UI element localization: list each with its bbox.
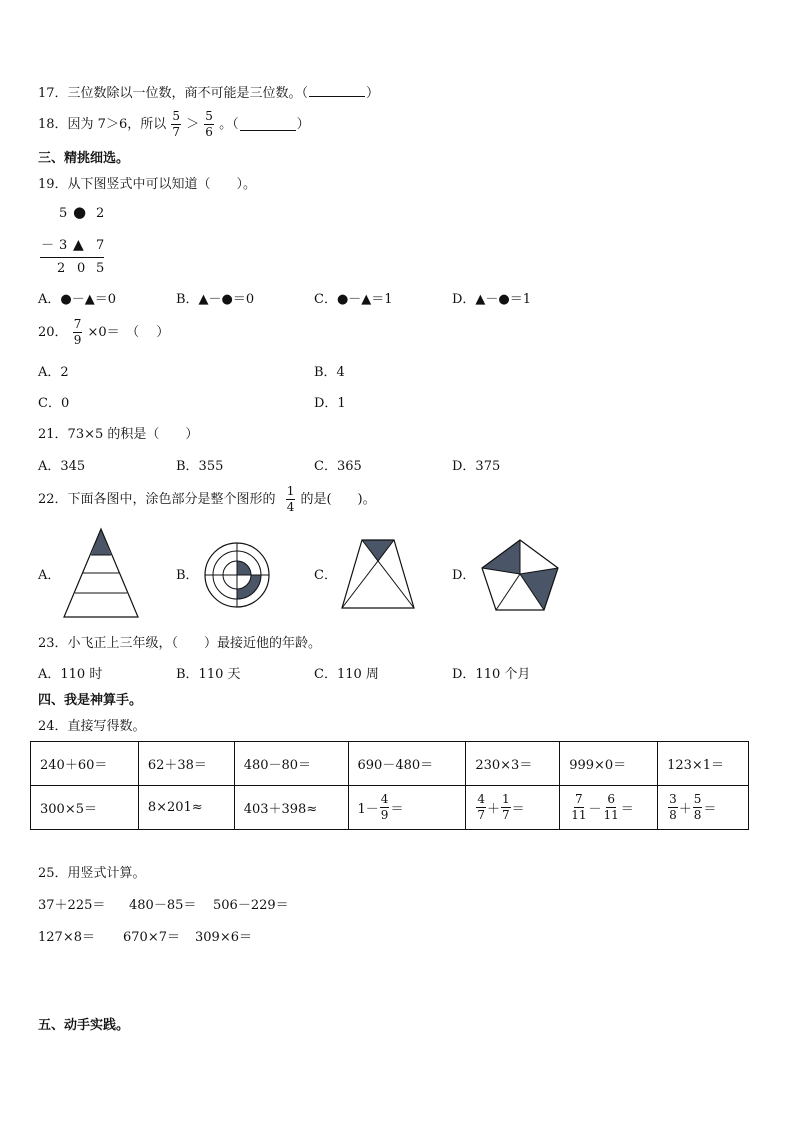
- table-cell[interactable]: 123×1＝: [658, 742, 749, 786]
- triangle-figure[interactable]: [62, 527, 140, 619]
- option-c[interactable]: C．●－▲＝1: [314, 292, 393, 307]
- question-24-text: 24．直接写得数。: [38, 719, 146, 734]
- shaded-region: [520, 568, 558, 610]
- question-18: [38, 110, 310, 139]
- calc-item[interactable]: 37＋225＝: [38, 898, 106, 913]
- concentric-circles-figure[interactable]: [203, 541, 271, 609]
- option-d[interactable]: D．1: [314, 396, 346, 411]
- shaded-region: [91, 529, 111, 555]
- digit: 5: [59, 206, 68, 221]
- fraction: $\frac{4}{7}$: [477, 791, 485, 822]
- digit: 2: [96, 206, 105, 221]
- question-22-prefix: 22．下面各图中，涂色部分是整个图形的: [38, 492, 276, 508]
- question-22: [38, 485, 376, 514]
- question-17-text: 17．三位数除以一位数，商不可能是三位数。（: [38, 86, 309, 101]
- digit: 2: [57, 261, 66, 276]
- section-4-heading: 四、我是神算手。: [38, 693, 143, 708]
- table-row: [31, 742, 749, 786]
- option-b[interactable]: B．4: [314, 365, 345, 380]
- question-19-text: 19．从下图竖式中可以知道（ ）。: [38, 177, 257, 192]
- digit: 0: [77, 261, 86, 276]
- question-18-suffix: 。（: [219, 117, 239, 133]
- table-cell[interactable]: 999×0＝: [560, 742, 658, 786]
- option-c[interactable]: C．110 周: [314, 667, 379, 682]
- pentagon-figure[interactable]: [480, 538, 560, 612]
- option-d[interactable]: D．▲－●＝1: [452, 292, 532, 307]
- section-5-heading: 五、动手实践。: [38, 1018, 130, 1033]
- answer-blank[interactable]: [240, 119, 296, 131]
- table-cell[interactable]: 1－ $\frac{4}{9}$ ＝: [348, 786, 466, 830]
- option-c[interactable]: C．365: [314, 459, 362, 474]
- vertical-subtraction: [40, 205, 120, 277]
- option-a[interactable]: A．110 时: [38, 667, 103, 682]
- calc-item[interactable]: 309×6＝: [195, 930, 252, 945]
- answer-blank[interactable]: [309, 85, 365, 97]
- greater-than: ＞: [186, 117, 200, 133]
- question-20-suffix: ×0＝ （ ）: [87, 325, 170, 341]
- mental-math-table: [30, 741, 749, 830]
- option-c[interactable]: C．0: [38, 396, 70, 411]
- fraction: $\frac{5}{8}$: [693, 791, 702, 822]
- fraction: $\frac{1}{7}$: [502, 791, 510, 822]
- table-cell[interactable]: 690－480＝: [348, 742, 466, 786]
- question-23-text: 23．小飞正上三年级，（ ）最接近他的年龄。: [38, 636, 322, 651]
- calc-item[interactable]: 506－229＝: [213, 898, 289, 913]
- trapezoid-figure[interactable]: [340, 538, 416, 610]
- table-row: [31, 786, 749, 830]
- triangle-symbol: ▲: [73, 237, 84, 253]
- result-line: [40, 257, 104, 258]
- table-cell[interactable]: 300×5＝: [31, 786, 139, 830]
- fraction-5-6: $\frac{5}{6}$: [205, 109, 213, 140]
- fraction: $\frac{4}{9}$: [380, 791, 389, 822]
- circle-symbol: ●: [73, 203, 87, 221]
- shaded-region: [362, 540, 394, 562]
- fraction: $\frac{3}{8}$: [669, 791, 677, 822]
- option-c[interactable]: C．: [314, 568, 337, 583]
- question-20-prefix: 20．: [38, 325, 68, 341]
- option-d[interactable]: D．110 个月: [452, 667, 531, 682]
- fraction: $\frac{6}{11}$: [603, 791, 619, 822]
- minus-sign: －: [41, 238, 55, 253]
- table-cell[interactable]: $\frac{3}{8}$ ＋ $\frac{5}{8}$ ＝: [658, 786, 749, 830]
- table-cell[interactable]: 480－80＝: [234, 742, 348, 786]
- question-22-suffix: 的是( )。: [300, 492, 376, 508]
- calc-item[interactable]: 670×7＝: [123, 930, 180, 945]
- section-3-heading: 三、精挑细选。: [38, 151, 130, 166]
- option-a[interactable]: A．2: [38, 365, 69, 380]
- fraction-5-7: $\frac{5}{7}$: [172, 109, 180, 140]
- option-a[interactable]: A．●－▲＝0: [38, 292, 117, 307]
- close-paren: ）: [366, 86, 380, 101]
- question-21-text: 21．73×5 的积是（ ）: [38, 427, 199, 442]
- calc-item[interactable]: 480－85＝: [129, 898, 197, 913]
- option-d[interactable]: D．375: [452, 459, 501, 474]
- fraction-7-9: $\frac{7}{9}$: [73, 317, 82, 348]
- option-a[interactable]: A．345: [38, 459, 86, 474]
- option-b[interactable]: B．▲－●＝0: [176, 292, 255, 307]
- table-cell[interactable]: 240＋60＝: [31, 742, 139, 786]
- table-cell[interactable]: 403＋398≈: [234, 786, 348, 830]
- question-17: [38, 85, 379, 100]
- digit: 5: [96, 261, 105, 276]
- fraction-1-4: $\frac{1}{4}$: [286, 484, 295, 515]
- option-a[interactable]: A．: [38, 568, 61, 583]
- table-cell[interactable]: $\frac{7}{11}$ － $\frac{6}{11}$ ＝: [560, 786, 658, 830]
- close-paren: ）: [296, 117, 310, 133]
- question-18-prefix: 18．因为 7＞6，所以: [38, 117, 167, 133]
- question-25-text: 25．用竖式计算。: [38, 866, 146, 881]
- table-cell[interactable]: 62＋38＝: [138, 742, 234, 786]
- table-cell[interactable]: 8×201≈: [138, 786, 234, 830]
- question-20: [38, 318, 169, 347]
- digit: 3: [59, 238, 68, 253]
- fraction: $\frac{7}{11}$: [571, 791, 587, 822]
- option-d[interactable]: D．: [452, 568, 476, 583]
- table-cell[interactable]: $\frac{4}{7}$ ＋ $\frac{1}{7}$ ＝: [466, 786, 560, 830]
- table-cell[interactable]: 230×3＝: [466, 742, 560, 786]
- digit: 7: [96, 238, 105, 253]
- option-b[interactable]: B．: [176, 568, 199, 583]
- option-b[interactable]: B．355: [176, 459, 224, 474]
- calc-item[interactable]: 127×8＝: [38, 930, 95, 945]
- option-b[interactable]: B．110 天: [176, 667, 241, 682]
